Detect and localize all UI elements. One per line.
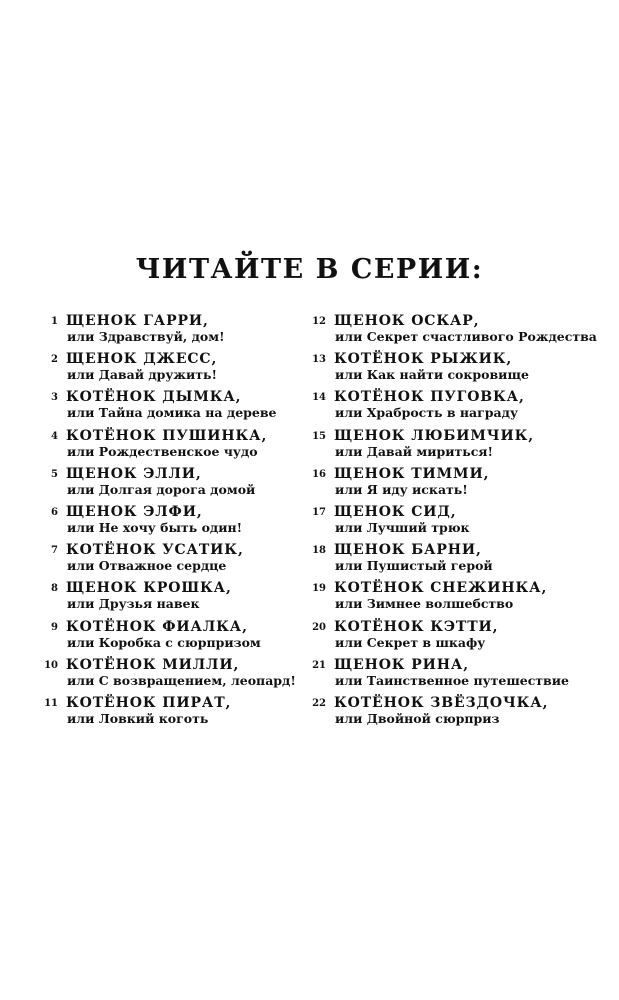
series-item [40, 428, 302, 466]
item-title: КОТЁНОК РЫЖИК, [334, 351, 513, 368]
item-title: ЩЕНОК ЭЛЛИ, [66, 465, 202, 482]
item-title: ЩЕНОК БАРНИ, [334, 542, 482, 559]
item-number: 11 [44, 697, 58, 709]
item-subtitle: или Долгая дорога домой [67, 481, 256, 497]
series-item [40, 657, 302, 695]
item-number: 3 [51, 392, 58, 404]
item-subtitle: или С возвращением, леопард! [67, 672, 296, 688]
item-number: 22 [312, 697, 326, 709]
item-title: КОТЁНОК УСАТИК, [66, 542, 244, 559]
item-subtitle: или Друзья навек [67, 596, 200, 612]
item-title: КОТЁНОК СНЕЖИНКА, [334, 580, 548, 597]
item-number: 14 [312, 392, 326, 404]
item-subtitle: или Тайна домика на дереве [67, 405, 277, 421]
item-number: 7 [51, 545, 58, 557]
item-number: 16 [312, 468, 326, 480]
item-number: 12 [312, 316, 326, 327]
series-item [40, 542, 302, 580]
item-title: КОТЁНОК ПУГОВКА, [334, 389, 525, 406]
item-subtitle: или Ловкий коготь [67, 710, 209, 726]
item-number: 17 [312, 506, 326, 518]
item-subtitle: или Как найти сокровище [335, 367, 529, 383]
item-number: 4 [51, 430, 58, 442]
item-number: 9 [51, 621, 58, 633]
item-number: 13 [312, 354, 326, 366]
item-title: КОТЁНОК МИЛЛИ, [66, 656, 240, 673]
item-subtitle: или Лучший трюк [335, 519, 470, 535]
series-item [308, 313, 608, 351]
series-item [40, 695, 302, 733]
item-subtitle: или Пушистый герой [335, 558, 493, 574]
item-subtitle: или Таинственное путешествие [335, 672, 569, 688]
item-number: 10 [44, 659, 58, 671]
item-number: 20 [312, 621, 326, 633]
item-number: 6 [51, 506, 58, 518]
page-heading: ЧИТАЙТЕ В СЕРИИ: [135, 254, 484, 285]
item-number: 5 [51, 468, 58, 480]
item-subtitle: или Отважное сердце [67, 558, 227, 574]
item-title: ЩЕНОК СИД, [334, 503, 457, 520]
item-number: 2 [51, 354, 58, 366]
series-item [308, 542, 608, 580]
series-item [308, 580, 608, 618]
item-title: КОТЁНОК ПИРАТ, [66, 694, 232, 711]
item-title: ЩЕНОК ОСКАР, [334, 313, 480, 329]
item-subtitle: или Не хочу быть один! [67, 519, 243, 535]
item-title: ЩЕНОК ГАРРИ, [66, 313, 209, 329]
series-item [40, 313, 302, 351]
item-number: 8 [51, 583, 58, 595]
item-number: 15 [312, 430, 326, 442]
item-number: 19 [312, 583, 326, 595]
series-item [40, 504, 302, 542]
item-number: 18 [312, 545, 326, 557]
item-title: ЩЕНОК ЛЮБИМЧИК, [334, 427, 535, 444]
series-item [40, 580, 302, 618]
item-subtitle: или Давай дружить! [67, 367, 218, 383]
series-item [308, 504, 608, 542]
item-title: ЩЕНОК ДЖЕСС, [66, 351, 218, 368]
series-item [308, 695, 608, 733]
series-item [40, 466, 302, 504]
series-item [308, 428, 608, 466]
item-subtitle: или Коробка с сюрпризом [67, 634, 261, 650]
item-title: КОТЁНОК КЭТТИ, [334, 618, 499, 635]
series-item [40, 619, 302, 657]
item-number: 1 [51, 316, 58, 327]
series-list-right [308, 313, 608, 733]
item-title: ЩЕНОК РИНА, [334, 656, 469, 673]
item-subtitle: или Двойной сюрприз [335, 710, 500, 726]
item-subtitle: или Я иду искать! [335, 481, 468, 497]
series-item [308, 466, 608, 504]
item-title: КОТЁНОК ЗВЁЗДОЧКА, [334, 694, 549, 711]
series-item [40, 389, 302, 427]
item-subtitle: или Рождественское чудо [67, 443, 258, 459]
item-subtitle: или Секрет в шкафу [335, 634, 486, 650]
item-title: ЩЕНОК КРОШКА, [66, 580, 232, 597]
item-title: КОТЁНОК ПУШИНКА, [66, 427, 268, 444]
item-title: ЩЕНОК ТИММИ, [334, 465, 490, 482]
item-subtitle: или Здравствуй, дом! [67, 329, 225, 344]
item-subtitle: или Храбрость в награду [335, 405, 518, 421]
item-subtitle: или Давай мириться! [335, 443, 494, 459]
item-number: 21 [312, 659, 326, 671]
series-list-left [40, 313, 302, 733]
item-title: КОТЁНОК ДЫМКА, [66, 389, 242, 406]
item-title: ЩЕНОК ЭЛФИ, [66, 503, 203, 520]
item-subtitle: или Зимнее волшебство [335, 596, 514, 612]
series-item [308, 657, 608, 695]
series-item [308, 619, 608, 657]
item-subtitle: или Секрет счастливого Рождества [335, 329, 597, 344]
series-item [308, 389, 608, 427]
series-item [308, 351, 608, 389]
item-title: КОТЁНОК ФИАЛКА, [66, 618, 248, 635]
series-item [40, 351, 302, 389]
